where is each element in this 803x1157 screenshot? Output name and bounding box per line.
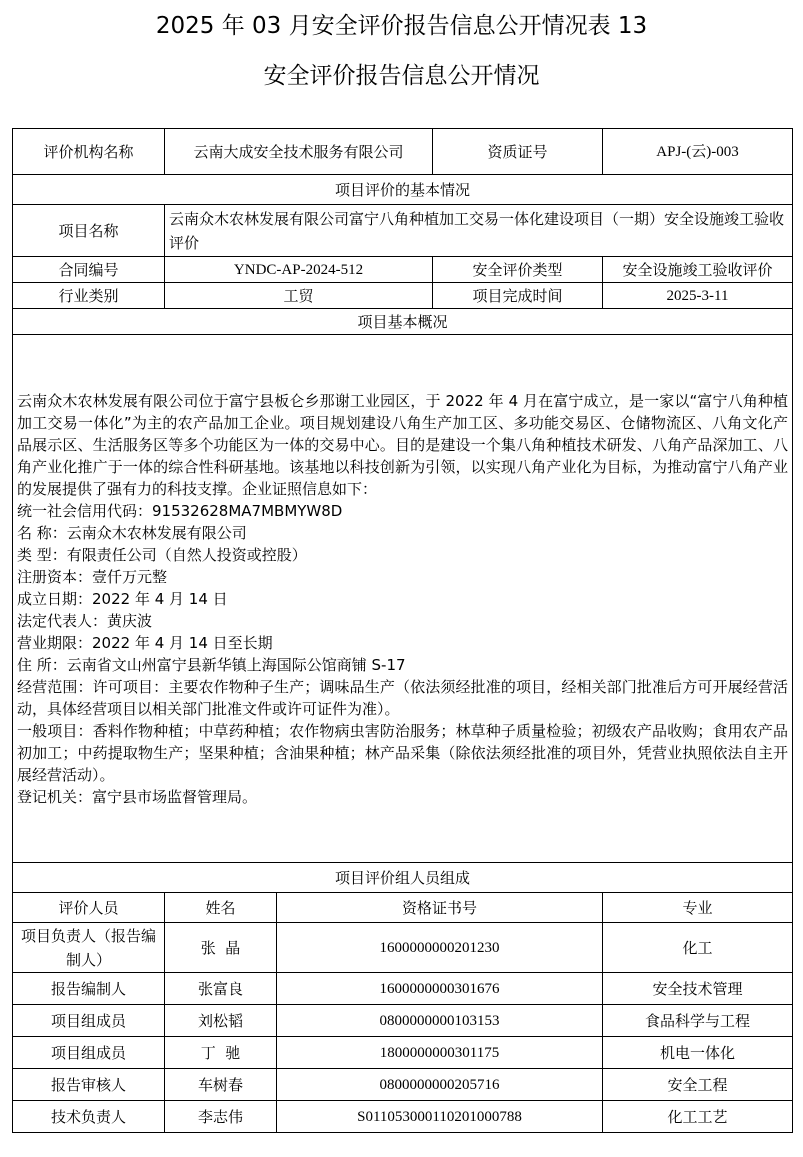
contract-value: YNDC-AP-2024-512 (165, 257, 433, 283)
overview-founded: 成立日期：2022 年 4 月 14 日 (17, 589, 228, 608)
overview-row (13, 335, 793, 863)
overview-term: 营业期限：2022 年 4 月 14 日至长期 (17, 633, 273, 652)
overview-company-name: 名 称：云南众木农林发展有限公司 (17, 523, 247, 542)
member-cert: 1600000000201230 (277, 923, 603, 973)
team-header-name: 姓名 (165, 893, 277, 923)
member-name: 车树春 (165, 1069, 277, 1101)
project-name-label: 项目名称 (13, 205, 165, 257)
member-cert: 0800000000103153 (277, 1005, 603, 1037)
member-name: 李志伟 (165, 1101, 277, 1133)
team-header-row (13, 893, 793, 923)
industry-value: 工贸 (165, 283, 433, 309)
eval-type-value: 安全设施竣工验收评价 (603, 257, 793, 283)
overview-text (13, 335, 793, 863)
table-row (13, 923, 793, 973)
agency-value: 云南大成安全技术服务有限公司 (165, 129, 433, 175)
overview-scope-licensed: 经营范围：许可项目：主要农作物种子生产；调味品生产（依法须经批准的项目，经相关部门批准后方可开展经营活动，具体经营项目以相关部门批准文件或许可证件为准）。 (17, 677, 789, 718)
member-role: 项目组成员 (13, 1037, 165, 1069)
overview-intro: 云南众木农林发展有限公司位于富宁县板仑乡那谢工业园区，于 2022 年 4 月在富宁成立，是一家以“富宁八角种植加工交易一体化”为主的农产品加工企业。项目规划建设八角生产加工区、多功能交易区、仓储物流区、八角文化产品展示区、生活服务区等多个功能区为一体的交易中心。目的是建设一个集八角种植技术研发、八角产品深加工、八角产业化推广于一体的综合性科研基地。该基地以科技创新为引领，以实现八角产业化为目标，为推动富宁八角产业的发展提供了强有力的科技支撑。企业证照信息如下： (17, 391, 789, 498)
member-name: 张富良 (165, 973, 277, 1005)
agency-row (13, 129, 793, 175)
member-major: 食品科学与工程 (603, 1005, 793, 1037)
member-major: 安全工程 (603, 1069, 793, 1101)
table-row (13, 1037, 793, 1069)
agency-label: 评价机构名称 (13, 129, 165, 175)
member-role: 报告审核人 (13, 1069, 165, 1101)
member-cert: 1600000000301676 (277, 973, 603, 1005)
project-name-value: 云南众木农林发展有限公司富宁八角种植加工交易一体化建设项目（一期）安全设施竣工验收评价 (165, 205, 793, 257)
contract-label: 合同编号 (13, 257, 165, 283)
overview-credit-code: 统一社会信用代码：91532628MA7MBMYW8D (17, 501, 343, 520)
basic-section-title: 项目评价的基本情况 (13, 175, 793, 205)
finish-value: 2025-3-11 (603, 283, 793, 309)
member-major: 化工 (603, 923, 793, 973)
member-cert: 1800000000301175 (277, 1037, 603, 1069)
member-name: 刘松韬 (165, 1005, 277, 1037)
member-major: 化工工艺 (603, 1101, 793, 1133)
member-cert: S011053000110201000788 (277, 1101, 603, 1133)
member-role: 报告编制人 (13, 973, 165, 1005)
industry-label: 行业类别 (13, 283, 165, 309)
table-row (13, 1005, 793, 1037)
contract-row (13, 257, 793, 283)
overview-section-row (13, 309, 793, 335)
team-section-row (13, 863, 793, 893)
member-role: 项目负责人（报告编制人） (13, 923, 165, 973)
info-table (12, 128, 793, 1133)
cert-value: APJ-(云)-003 (603, 129, 793, 175)
member-role: 技术负责人 (13, 1101, 165, 1133)
basic-section-row (13, 175, 793, 205)
member-name: 张 晶 (165, 923, 277, 973)
team-header-cert: 资格证书号 (277, 893, 603, 923)
document-subtitle: 安全评价报告信息公开情况 (263, 63, 540, 89)
team-header-major: 专业 (603, 893, 793, 923)
member-major: 安全技术管理 (603, 973, 793, 1005)
team-header-role: 评价人员 (13, 893, 165, 923)
member-cert: 0800000000205716 (277, 1069, 603, 1101)
member-major: 机电一体化 (603, 1037, 793, 1069)
overview-registrar: 登记机关：富宁县市场监督管理局。 (17, 787, 258, 806)
overview-scope-general: 一般项目：香料作物种植；中草药种植；农作物病虫害防治服务；林草种子质量检验；初级农产品收购；食用农产品初加工；中药提取物生产；坚果种植；含油果种植；林产品采集（除依法须经批准的项目外，凭营业执照依法自主开展经营活动）。 (17, 721, 789, 784)
table-row (13, 1101, 793, 1133)
overview-address: 住 所：云南省文山州富宁县新华镇上海国际公馆商铺 S-17 (17, 655, 406, 674)
overview-section-title: 项目基本概况 (13, 309, 793, 335)
table-row (13, 1069, 793, 1101)
overview-capital: 注册资本：壹仟万元整 (17, 567, 168, 586)
member-name: 丁 驰 (165, 1037, 277, 1069)
eval-type-label: 安全评价类型 (433, 257, 603, 283)
industry-row (13, 283, 793, 309)
table-row (13, 973, 793, 1005)
team-section-title: 项目评价组人员组成 (13, 863, 793, 893)
cert-label: 资质证号 (433, 129, 603, 175)
finish-label: 项目完成时间 (433, 283, 603, 309)
overview-legal-rep: 法定代表人：黄庆波 (17, 611, 153, 630)
overview-company-type: 类 型：有限责任公司（自然人投资或控股） (17, 545, 307, 564)
document-title: 2025 年 03 月安全评价报告信息公开情况表 13 (155, 13, 648, 39)
project-name-row (13, 205, 793, 257)
member-role: 项目组成员 (13, 1005, 165, 1037)
